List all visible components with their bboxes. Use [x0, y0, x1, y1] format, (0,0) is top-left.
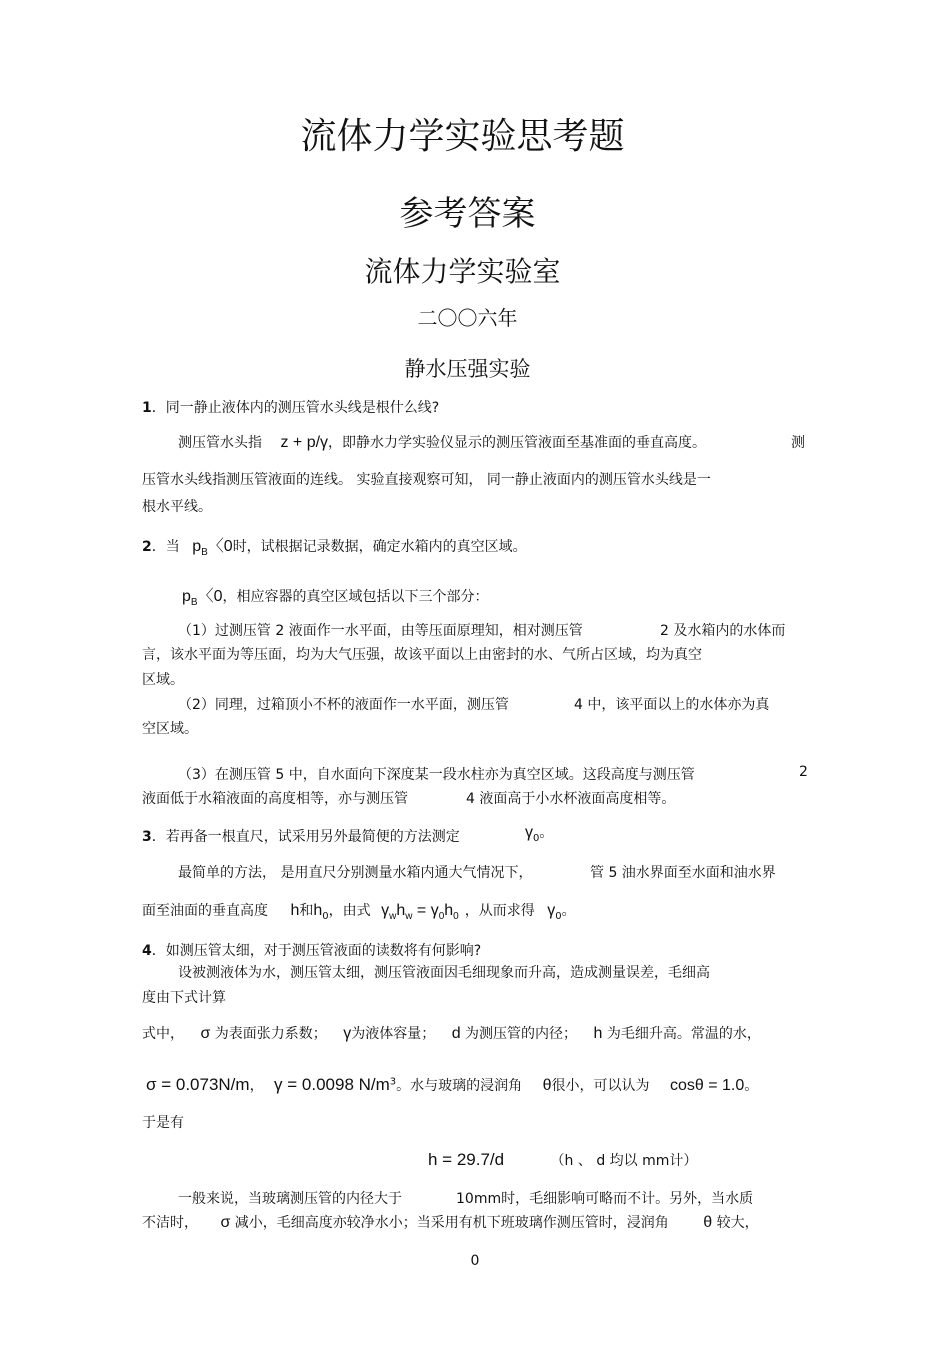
symbol-h0: h: [313, 902, 323, 919]
answer-text: 为测压管的内径；: [465, 1026, 578, 1042]
answer-text: 面至油面的垂直高度: [142, 903, 268, 919]
answer-text: 较大，: [716, 1215, 759, 1231]
answer-text: ，相应容器的真空区域包括以下三个部分：: [222, 589, 489, 605]
question-text: 时，试根据记录数据，确定水箱内的真空区域。: [232, 539, 527, 555]
gamma-value: γ = 0.0098 N/m: [274, 1075, 390, 1094]
subscript: 0: [438, 911, 445, 923]
subscript: 0: [533, 832, 540, 844]
answer-text: 不洁时，: [142, 1215, 198, 1231]
answer-2-item-2c: 空区域。: [142, 721, 198, 737]
answer-1-line-3: 根水平线。: [142, 499, 212, 515]
subscript: w: [389, 911, 397, 923]
subscript: 0: [453, 911, 459, 923]
condition: 〈0: [207, 538, 233, 555]
answer-3-line-1b: 管 5 油水界面至水面和油水界: [590, 865, 776, 881]
formula-note: （h 、 d 均以 mm计）: [550, 1153, 698, 1169]
subscript: B: [201, 547, 208, 559]
answer-text: 式中，: [142, 1026, 184, 1042]
symbol-p: p: [192, 538, 202, 555]
answer-2-item-3c: 液面低于水箱液面的高度相等，亦与测压管: [142, 791, 408, 807]
question-text: ．若再备一根直尺，试采用另外最简便的方法测定: [151, 829, 460, 845]
answer-2-item-1b: 2 及水箱内的水体而: [660, 623, 786, 639]
punctuation: 。: [744, 1078, 759, 1094]
question-3-symbol: [525, 822, 553, 844]
gamma-symbol: γ: [343, 1025, 352, 1042]
subscript: w: [405, 911, 413, 923]
answer-2-item-2a: （2）同理，过箱顶小不杯的液面作一水平面，测压管: [178, 697, 509, 713]
answer-3-line-1a: 最简单的方法， 是用直尺分别测量水箱内通大气情况下，: [178, 865, 533, 881]
answer-3-line-2: [142, 900, 576, 922]
doc-year: 二〇〇六年: [417, 306, 518, 330]
answer-2-item-1d: 区域。: [142, 672, 184, 688]
answer-text: 为液体容量；: [351, 1026, 436, 1042]
symbol-h: h: [593, 1025, 603, 1042]
answer-text: 减小，毛细高度亦较净水小；当采用有机下班玻璃作测压管时，浸润角: [234, 1215, 669, 1231]
answer-text: 。水与玻璃的浸润角: [396, 1078, 523, 1094]
sigma-symbol: σ: [200, 1025, 211, 1042]
formula-pb: [192, 538, 233, 559]
answer-4-line-7: [142, 1212, 759, 1232]
gamma-symbol: γ: [525, 824, 533, 841]
condition: 〈0: [197, 588, 223, 605]
symbol-p: p: [182, 588, 191, 605]
answer-text: 和: [299, 903, 314, 919]
formula-equation: [381, 902, 459, 923]
symbol-h: h: [290, 902, 300, 919]
sigma-symbol: σ: [220, 1214, 231, 1231]
answer-4-line-6b: 10mm时，毛细影响可略而不计。另外，当水质: [456, 1191, 754, 1207]
answer-4-line-4: [146, 1075, 758, 1095]
symbol-h: h: [396, 902, 406, 919]
question-text: ．当: [151, 539, 180, 555]
answer-2-item-3d: 4 液面高于小水杯液面高度相等。: [466, 791, 676, 807]
answer-2-item-2b: 4 中，该平面以上的水体亦为真: [574, 697, 770, 713]
question-1: [142, 397, 439, 417]
answer-1-line-1: [178, 432, 706, 452]
formula-h: h = 29.7/d: [428, 1150, 505, 1169]
answer-text: 测压管水头指: [178, 435, 262, 451]
answer-text: 很小，可以认为: [551, 1078, 650, 1094]
subscript: 0: [322, 910, 329, 922]
answer-4-line-6a: 一般来说，当玻璃测压管的内径大于: [178, 1191, 402, 1207]
question-number: 3: [142, 829, 152, 845]
question-number: 4: [142, 943, 152, 959]
answer-text: ，从而求得: [464, 903, 535, 919]
gamma-symbol: γ: [547, 902, 556, 919]
punctuation: 。: [561, 903, 576, 919]
superscript: 3: [389, 1076, 397, 1088]
gamma-symbol: γ: [381, 902, 390, 919]
answer-text: ，由式: [328, 903, 371, 919]
answer-2-lead: [182, 583, 488, 608]
cos-value: cosθ = 1.0: [669, 1077, 745, 1094]
answer-2-item-3a: （3）在测压管 5 中，自水面向下深度某一段水柱亦为真空区域。这段高度与测压管: [178, 767, 695, 783]
doc-title: 流体力学实验思考题: [300, 116, 625, 157]
answer-2-item-1c: 言，该水平面为等压面，均为大气压强，故该平面以上由密封的水、气所占区域，均为真空: [142, 647, 702, 663]
answer-1-line-2: 压管水头线指测压管液面的连线。 实验直接观察可知， 同一静止液面内的测压管水头线是一: [142, 472, 711, 488]
answer-text: 为毛细升高。常温的水，: [606, 1026, 761, 1042]
subscript: B: [190, 597, 198, 609]
sigma-value: σ = 0.073N/m: [146, 1075, 250, 1094]
symbol-d: d: [451, 1025, 461, 1042]
question-number: 1: [142, 400, 152, 416]
question-number: 2: [142, 539, 152, 555]
formula-head: z + p/γ: [280, 434, 329, 451]
answer-2-item-3b: 2: [799, 764, 808, 780]
answer-4-line-3: [142, 1023, 761, 1043]
answer-4-line-1: 设被测液体为水，测压管太细，测压管液面因毛细现象而升高，造成测量误差，毛细高: [178, 965, 710, 981]
punctuation: 。: [539, 825, 554, 841]
symbol-h: h: [444, 902, 454, 919]
section-heading: 静水压强实验: [404, 357, 531, 381]
question-text: ．同一静止液体内的测压管水头线是根什么线?: [151, 400, 440, 416]
doc-org: 流体力学实验室: [364, 255, 561, 288]
answer-2-item-1a: （1）过测压管 2 液面作一水平面，由等压面原理知，相对测压管: [178, 623, 583, 639]
answer-4-line-5: 于是有: [142, 1115, 184, 1131]
subscript: 0: [555, 910, 562, 922]
question-text: ．如测压管太细，对于测压管液面的读数将有何影响?: [151, 943, 482, 959]
theta-symbol: θ: [703, 1214, 713, 1231]
page-number: 0: [470, 1253, 480, 1269]
answer-4-line-2: 度由下式计算: [142, 990, 226, 1006]
answer-text: ，即静水力学实验仪显示的测压管液面至基准面的垂直高度。: [328, 435, 707, 451]
question-2: [142, 533, 527, 558]
formula-pb: [182, 588, 223, 609]
theta-symbol: θ: [542, 1077, 552, 1094]
doc-subtitle: 参考答案: [399, 194, 536, 234]
equals-gamma: = γ: [412, 902, 439, 919]
answer-4-formula: [428, 1150, 697, 1170]
answer-text: 为表面张力系数；: [214, 1026, 327, 1042]
punctuation: ，: [249, 1078, 264, 1094]
question-3: [142, 826, 460, 846]
answer-1-tail: 测: [791, 435, 805, 451]
question-4: [142, 940, 481, 960]
